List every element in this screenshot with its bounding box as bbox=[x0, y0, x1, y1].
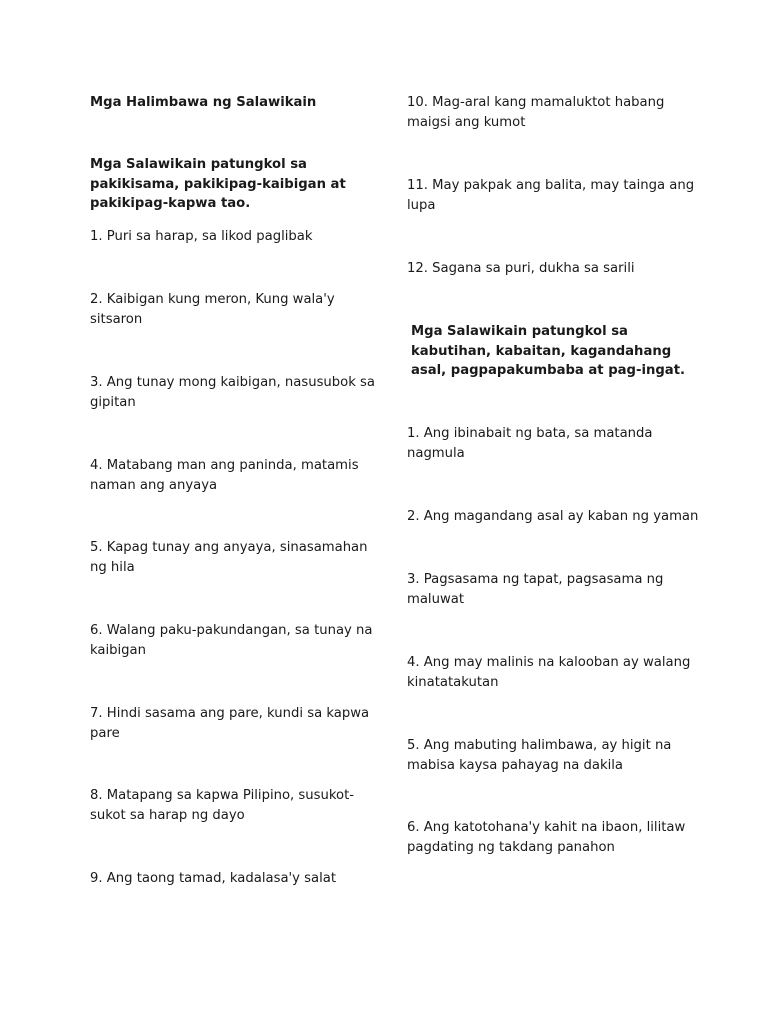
list-item: 5. Kapag tunay ang anyaya, sinasamahan ng hila bbox=[90, 540, 368, 575]
list-item: 7. Hindi sasama ang pare, kundi sa kapwa pare bbox=[90, 706, 370, 741]
list-item: 4. Matabang man ang paninda, matamis naman ang anyaya bbox=[90, 458, 359, 493]
list-item: 8. Matapang sa kapwa Pilipino, susukot-sukot sa harap ng dayo bbox=[90, 788, 355, 823]
section-heading-pakikisama: Mga Salawikain patungkol sa pakikisama, pakikipag-kaibigan at pakikipag-kapwa tao. bbox=[90, 157, 346, 211]
list-item: 2. Kaibigan kung meron, Kung wala'y sitsaron bbox=[90, 292, 335, 327]
list-item: 1. Ang ibinabait ng bata, sa matanda nagmula bbox=[407, 426, 653, 461]
list-item: 2. Ang magandang asal ay kaban ng yaman bbox=[407, 509, 699, 524]
list-item: 1. Puri sa harap, sa likod paglibak bbox=[90, 229, 313, 244]
list-item: 3. Pagsasama ng tapat, pagsasama ng maluwat bbox=[407, 572, 664, 607]
list-item: 10. Mag-aral kang mamaluktot habang maigsi ang kumot bbox=[407, 95, 665, 130]
section-heading-kabutihan: Mga Salawikain patungkol sa kabutihan, kabaitan, kagandahang asal, pagpapakumbaba at pag-ingat. bbox=[411, 324, 686, 378]
list-item: 12. Sagana sa puri, dukha sa sarili bbox=[407, 261, 635, 276]
page-title: Mga Halimbawa ng Salawikain bbox=[90, 95, 317, 110]
list-item: 4. Ang may malinis na kalooban ay walang kinatatakutan bbox=[407, 655, 691, 690]
list-item: 6. Walang paku-pakundangan, sa tunay na kaibigan bbox=[90, 623, 373, 658]
list-item: 9. Ang taong tamad, kadalasa'y salat bbox=[90, 871, 337, 886]
list-item: 11. May pakpak ang balita, may tainga ang lupa bbox=[407, 178, 695, 213]
list-item: 6. Ang katotohana'y kahit na ibaon, lilitaw pagdating ng takdang panahon bbox=[407, 820, 686, 855]
list-item: 3. Ang tunay mong kaibigan, nasusubok sa gipitan bbox=[90, 375, 376, 410]
list-item: 5. Ang mabuting halimbawa, ay higit na mabisa kaysa pahayag na dakila bbox=[407, 738, 672, 773]
